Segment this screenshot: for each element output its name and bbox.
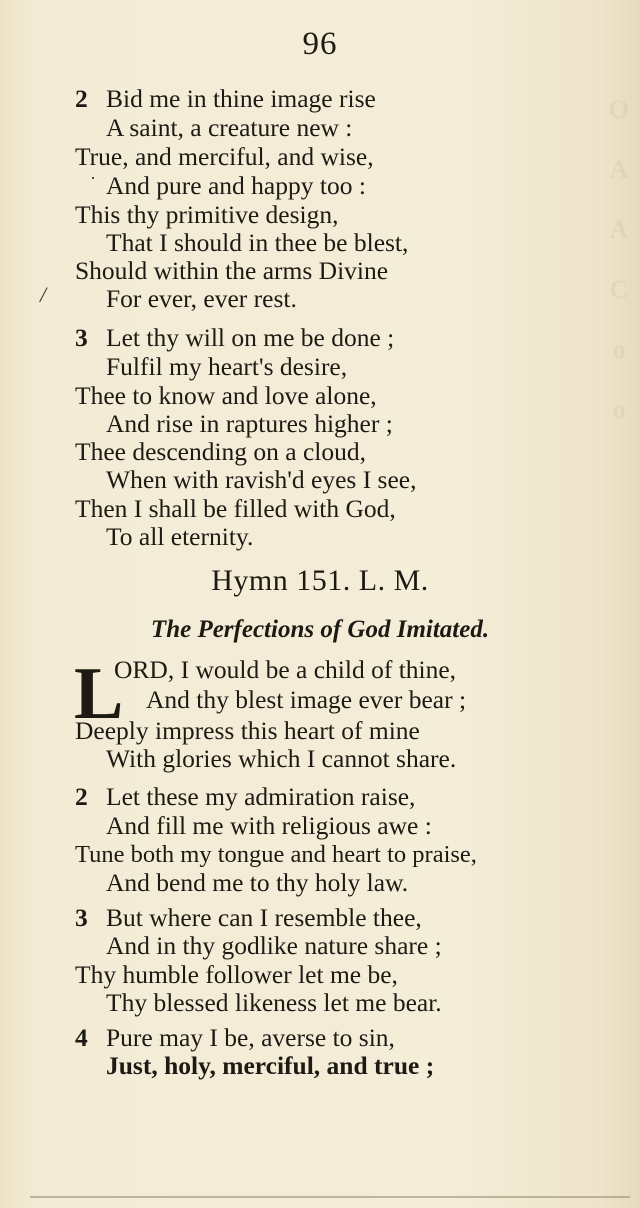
drop-cap: L (74, 653, 124, 735)
verse-line: Then I shall be filled with God, (75, 494, 396, 523)
verse-line: True, and merciful, and wise, (75, 142, 374, 171)
verse-line: But where can I resemble thee, (106, 903, 422, 932)
verse-line: Thee to know and love alone, (75, 381, 377, 410)
stanza-number: 3 (75, 903, 88, 932)
verse-line: Should within the arms Divine (75, 256, 389, 285)
stanza-number: 4 (75, 1023, 88, 1052)
verse-line: Bid me in thine image rise (106, 84, 376, 113)
page-number: 96 (302, 26, 338, 62)
verse-line: To all eternity. (106, 522, 254, 551)
verse-line: For ever, ever rest. (106, 284, 297, 313)
verse-line: Just, holy, merciful, and true ; (106, 1051, 435, 1080)
verse-line: Deeply impress this heart of mine (75, 716, 420, 745)
verse-line: Pure may I be, averse to sin, (106, 1023, 395, 1052)
hymn-title: Hymn 151. L. M. (211, 564, 429, 597)
verse-line: Fulfil my heart's desire, (106, 352, 348, 381)
stanza-number: 2 (75, 84, 88, 113)
stanza-number: 3 (75, 323, 88, 352)
verse-line: This thy primitive design, (75, 200, 339, 229)
verse-line: Tune both my tongue and heart to praise, (75, 841, 477, 868)
stray-mark: / (40, 282, 47, 307)
verse-line: And pure and happy too : (106, 171, 366, 200)
verse-line: Thee descending on a cloud, (75, 437, 367, 466)
verse-line: And in thy godlike nature share ; (106, 931, 442, 960)
verse-line: Let thy will on me be done ; (106, 323, 395, 352)
hymn-subtitle: The Perfections of God Imitated. (150, 616, 490, 643)
page-bottom-edge (30, 1196, 630, 1198)
bleed-through-shadow: O A A C o o (608, 95, 630, 424)
stanza-number: 2 (75, 782, 88, 811)
verse-line: Thy humble follower let me be, (75, 960, 398, 989)
verse-line: A saint, a creature new : (106, 113, 353, 142)
verse-line: And rise in raptures higher ; (106, 409, 393, 438)
verse-line: ORD, I would be a child of thine, (114, 655, 457, 684)
verse-line: That I should in thee be blest, (106, 228, 409, 257)
verse-line: Thy blessed likeness let me bear. (106, 988, 442, 1017)
verse-line: Let these my admiration raise, (106, 782, 416, 811)
verse-line: And thy blest image ever bear ; (146, 685, 467, 714)
verse-line: And fill me with religious awe : (106, 811, 432, 840)
verse-line: When with ravish'd eyes I see, (106, 465, 417, 494)
stray-mark: · (90, 168, 96, 188)
verse-line: With glories which I cannot share. (106, 744, 457, 773)
verse-line: And bend me to thy holy law. (106, 868, 409, 897)
